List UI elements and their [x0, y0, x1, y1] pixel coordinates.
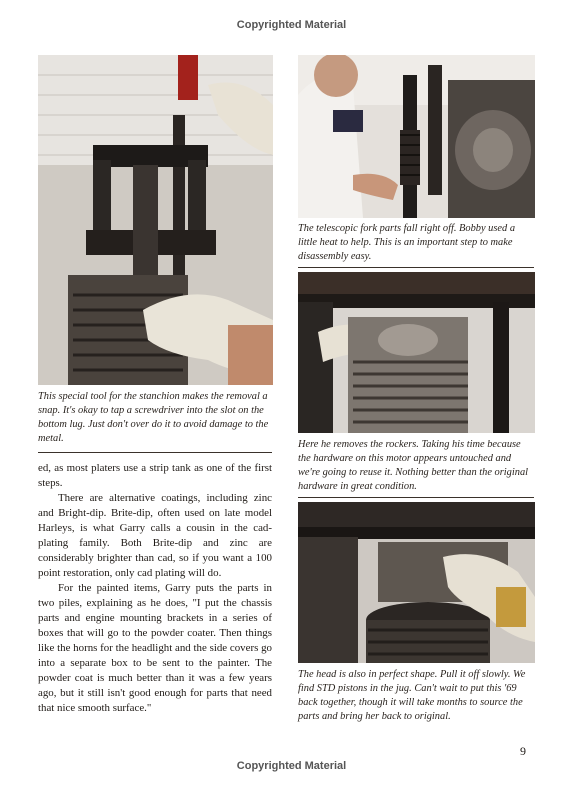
body-paragraph: ed, as most platers use a strip tank as one of the first steps. [38, 462, 272, 489]
caption-divider [38, 452, 272, 453]
photo-head [298, 502, 535, 663]
page-number: 9 [520, 744, 526, 758]
caption-rockers: Here he removes the rockers. Taking his time because the hardware on this motor appears untouched and we're going to reuse it. Nothing better than the original hardware in great condition. [298, 439, 529, 492]
caption-fork-parts: The telescopic fork parts fall right off. Bobby used a little heat to help. This is an important step to make disassembly easy. [298, 223, 516, 262]
body-paragraph: There are alternative coatings, including zinc and Bright-dip. Brite-dip, often used on late model Harleys, is what Garry calls a cousin in the cad-plating family. Both Brite-dip and zinc are considerably brighter than cad, so if you want a 100 point restoration, only cad plating will do. [38, 492, 272, 579]
caption-stanchion-tool: This special tool for the stanchion makes the removal a snap. It's okay to tap a screwdriver into the slot on the bottom lug. Just don't over do it to avoid damage to the metal. [38, 391, 269, 444]
caption-head: The head is also in perfect shape. Pull it off slowly. We find STD pistons in the jug. Can't wait to put this '69 back together, though it will take months to source the parts and bring her back to original. [298, 669, 526, 722]
body-paragraph: For the painted items, Garry puts the parts in two piles, explaining as he does, "I put the chassis parts and engine mounting brackets in a series of boxes that will go to the powder coater. Then things like the horns for the headlight and the side covers go into a separate box to be sent to the painter. The powder coat is much better than it was a few years ago, but it still isn't good enough for parts that need that nice smooth surface." [38, 582, 272, 714]
body-text [38, 461, 272, 716]
photo-fork-parts [298, 55, 535, 218]
caption-divider [298, 497, 534, 498]
caption-divider [298, 267, 534, 268]
copyright-watermark-top: Copyrighted Material [236, 19, 347, 31]
photo-stanchion-tool [38, 55, 273, 385]
photo-rockers [298, 272, 535, 433]
copyright-watermark-bottom: Copyrighted Material [236, 760, 347, 772]
